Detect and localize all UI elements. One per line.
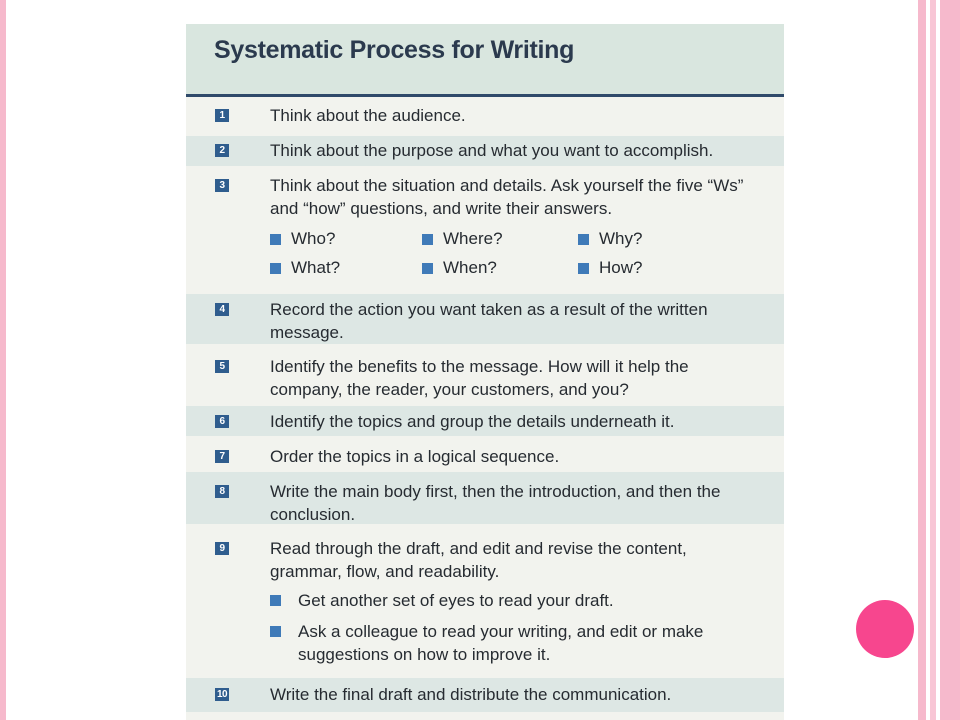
accent-dot <box>856 600 914 658</box>
question-item: Why? <box>578 228 642 250</box>
question-item: Who? <box>270 228 335 250</box>
step-text: Think about the audience. <box>270 106 466 125</box>
square-bullet-icon <box>422 234 433 245</box>
step-number-box: 6 <box>215 415 229 428</box>
question-item: What? <box>270 257 340 279</box>
step-text: Think about the situation and details. Ask yourself the five “Ws” and “how” questions, and write their answers. <box>270 176 744 218</box>
square-bullet-icon <box>578 263 589 274</box>
slide-frame-right-stripe-inner <box>930 0 936 720</box>
step-text: Identify the topics and group the details underneath it. <box>270 412 675 431</box>
tip-item: Ask a colleague to read your writing, and edit or make suggestions on how to improve it. <box>270 620 750 666</box>
tip-item: Get another set of eyes to read your draft. <box>270 589 775 612</box>
question-item: Where? <box>422 228 503 250</box>
step-text: Identify the benefits to the message. How will it help the company, the reader, your customers, and you? <box>270 357 689 399</box>
step-number-box: 9 <box>215 542 229 555</box>
step-text: Think about the purpose and what you want to accomplish. <box>270 141 714 160</box>
header-rule <box>186 94 784 97</box>
slide-frame-left <box>0 0 6 720</box>
square-bullet-icon <box>422 263 433 274</box>
step-number-box: 7 <box>215 450 229 463</box>
square-bullet-icon <box>578 234 589 245</box>
step-text: Write the final draft and distribute the communication. <box>270 685 672 704</box>
slide-frame-right-stripe <box>918 0 926 720</box>
step-text: Record the action you want taken as a result of the written message. <box>270 300 708 342</box>
step-number-box: 3 <box>215 179 229 192</box>
step-number-box: 5 <box>215 360 229 373</box>
step-number-box: 2 <box>215 144 229 157</box>
square-bullet-icon <box>270 234 281 245</box>
slide-frame-right-edge <box>940 0 960 720</box>
step-text: Order the topics in a logical sequence. <box>270 447 560 466</box>
step-number-box: 1 <box>215 109 229 122</box>
page-header <box>186 24 784 94</box>
square-bullet-icon <box>270 263 281 274</box>
step-text: Write the main body first, then the introduction, and then the conclusion. <box>270 482 721 524</box>
step-number-box: 8 <box>215 485 229 498</box>
scanned-page <box>186 24 784 720</box>
page-title: Systematic Process for Writing <box>214 36 575 64</box>
step-number-box: 4 <box>215 303 229 316</box>
question-item: When? <box>422 257 497 279</box>
square-bullet-icon <box>270 595 281 606</box>
step-number-box: 10 <box>216 689 228 700</box>
question-item: How? <box>578 257 642 279</box>
square-bullet-icon <box>270 626 281 637</box>
step-text: Read through the draft, and edit and revise the content, grammar, flow, and readability. <box>270 539 687 581</box>
